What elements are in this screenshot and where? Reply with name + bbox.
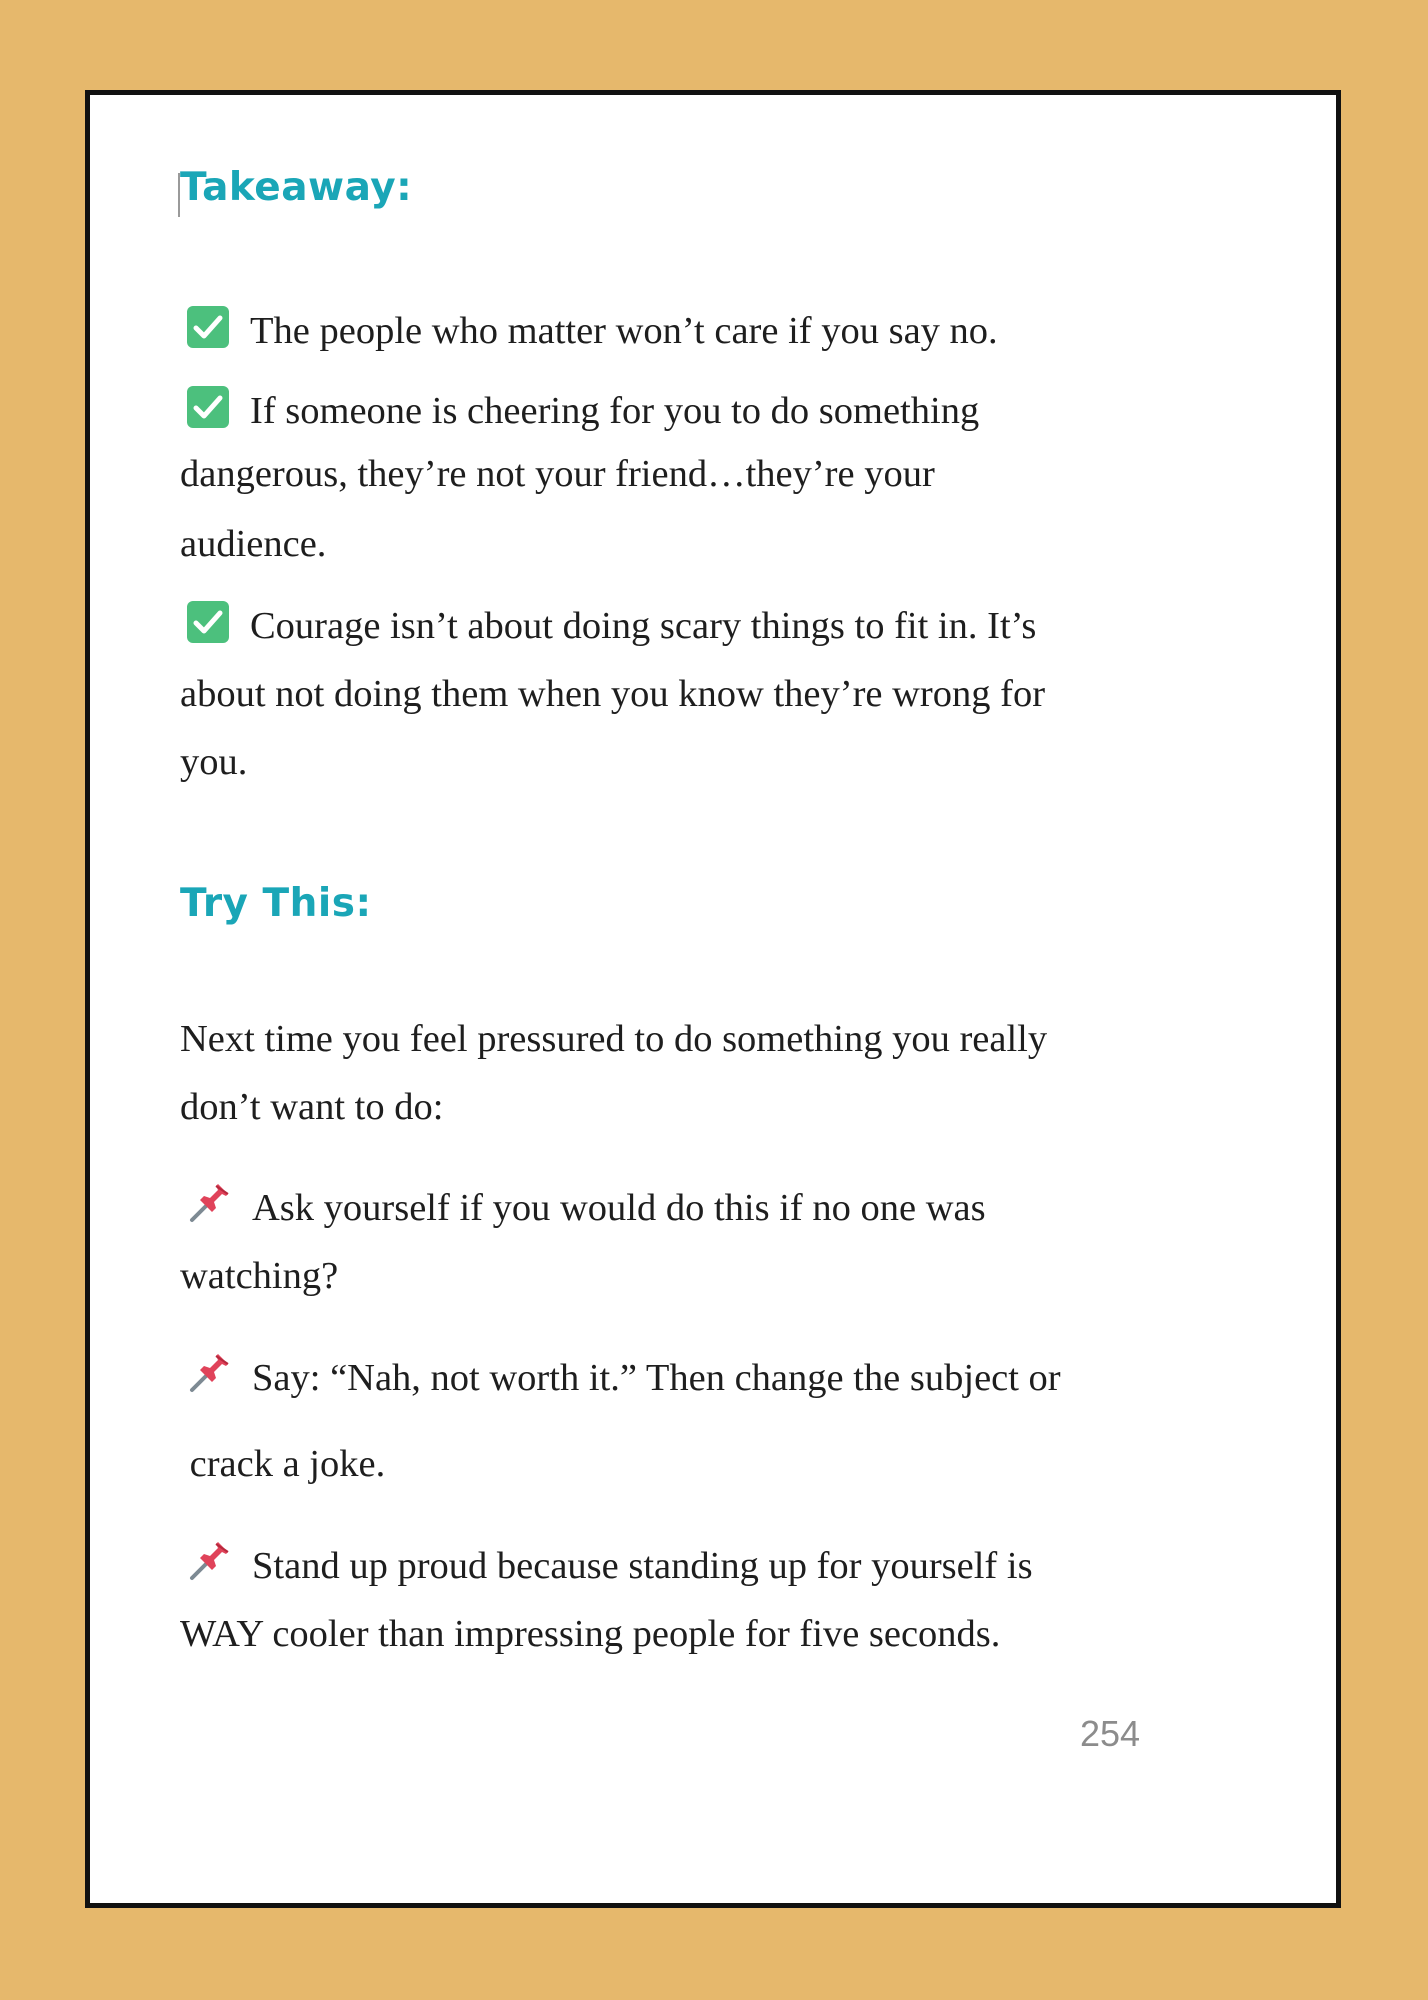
try-this-intro-line: Next time you feel pressured to do something you really xyxy=(180,1018,1048,1060)
check-mark-button-icon xyxy=(186,600,230,644)
try-this-intro-line: don’t want to do: xyxy=(180,1086,444,1128)
pushpin-icon xyxy=(186,1350,232,1396)
try-this-item xyxy=(180,1538,1190,1654)
check-mark-button-icon xyxy=(186,305,230,349)
takeaway-item-line: Courage isn’t about doing scary things to fit in. It’s xyxy=(180,600,1190,675)
try-this-item-line: Ask yourself if you would do this if no one was xyxy=(180,1180,1190,1257)
try-this-intro xyxy=(180,1020,1190,1127)
check-mark-button-icon xyxy=(186,385,230,429)
takeaway-heading: Takeaway: xyxy=(180,165,413,210)
try-this-heading: Try This: xyxy=(180,881,372,926)
takeaway-item xyxy=(180,305,1190,352)
book-page xyxy=(85,90,1341,1908)
try-this-item-line: watching? xyxy=(180,1255,339,1297)
takeaway-item xyxy=(180,385,1190,564)
takeaway-item xyxy=(180,600,1190,782)
takeaway-item-line: If someone is cheering for you to do something xyxy=(180,385,1190,455)
page-number: 254 xyxy=(1080,1713,1141,1754)
pushpin-icon xyxy=(186,1180,232,1226)
try-this-item-line: Stand up proud because standing up for yourself is xyxy=(180,1538,1190,1615)
takeaway-item-line: The people who matter won’t care if you say no. xyxy=(180,305,1190,345)
takeaway-item-line: about not doing them when you know they’re wrong for xyxy=(180,673,1046,715)
pushpin-icon xyxy=(186,1538,232,1584)
try-this-item-line: Say: “Nah, not worth it.” Then change the subject or xyxy=(180,1350,1190,1445)
takeaway-item-line: audience. xyxy=(180,523,327,565)
try-this-item-line: crack a joke. xyxy=(180,1443,386,1485)
try-this-item-line: WAY cooler than impressing people for five seconds. xyxy=(180,1613,1001,1655)
takeaway-item-line: you. xyxy=(180,741,248,783)
takeaway-item-line: dangerous, they’re not your friend…they’re your xyxy=(180,453,935,495)
try-this-item xyxy=(180,1180,1190,1296)
try-this-item xyxy=(180,1350,1190,1484)
